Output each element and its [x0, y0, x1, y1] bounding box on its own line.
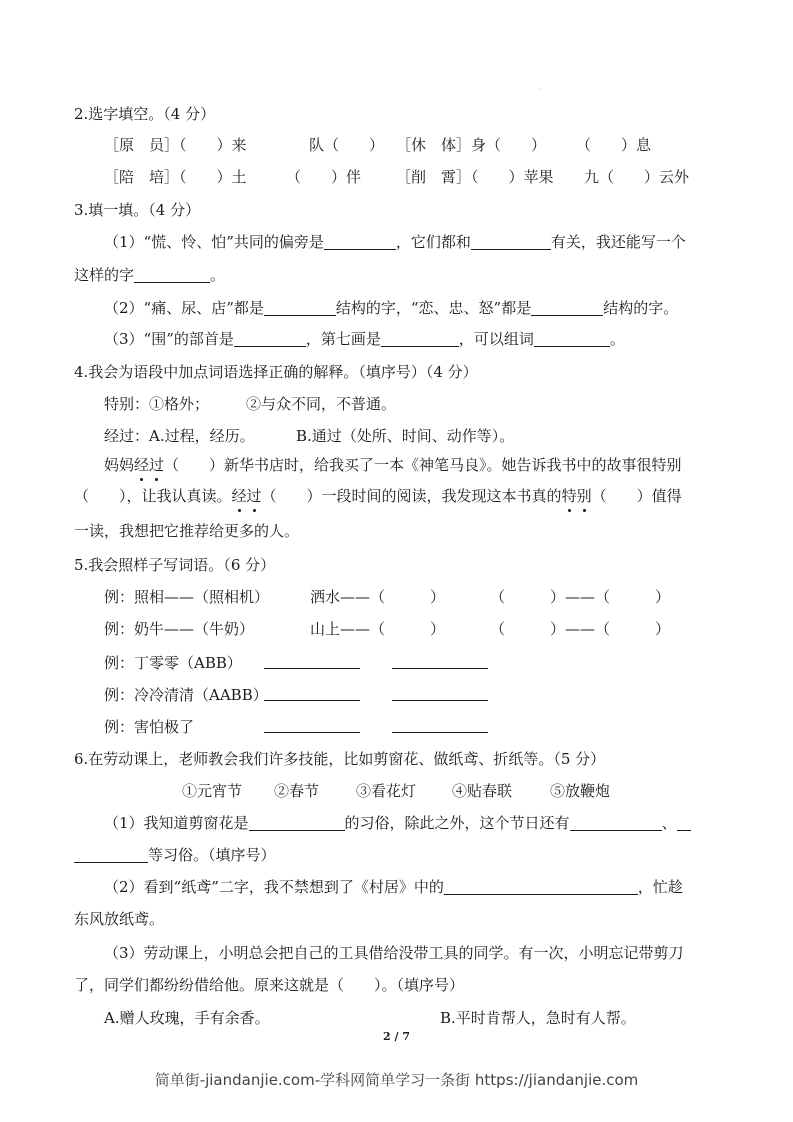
- answer-blank[interactable]: [324, 233, 396, 250]
- answer-blank[interactable]: [392, 716, 488, 733]
- q3-line-1: （1）“慌、怜、怕”共同的偏旁是 ，它们都和 有关，我还能写一个: [104, 233, 686, 251]
- answer-blank[interactable]: [531, 299, 603, 316]
- q4-passage-1: 妈妈经过（ ）新华书店时，给我买了一本《神笔马良》。她告诉我书中的故事很特别: [104, 456, 682, 474]
- q3-line-2: 这样的字 。: [74, 266, 226, 284]
- answer-blank[interactable]: [249, 814, 345, 831]
- q4-passage-3: 一读，我想把它推荐给更多的人。: [74, 522, 300, 540]
- q3-line-4: （3）“围”的部首是 ，第七画是 ，可以组词 。: [104, 330, 625, 348]
- site-footer: 简单街-jiandanjie.com-学科网简单学习一条街 https://jiandanjie.com: [154, 1071, 639, 1089]
- q6-sentence-2-cont: 东风放纸鸢。: [74, 910, 165, 928]
- page-number: 2 / 7: [383, 1030, 410, 1043]
- answer-blank[interactable]: [74, 846, 148, 863]
- answer-blank[interactable]: [264, 716, 360, 733]
- q4-passage-2: （ ），让我认真读。经过（ ）一段时间的阅读，我发现这本书真的特别（ ）值得: [74, 487, 682, 505]
- q6-sentence-1: （1）我知道剪窗花是 的习俗，除此之外，这个节日还有 、: [104, 812, 733, 834]
- q6-sentence-3: （3）劳动课上，小明总会把自己的工具借给没带工具的同学。有一次，小明忘记带剪刀: [104, 944, 684, 962]
- q6-title: 6.在劳动课上，老师教会我们许多技能，比如剪窗花、做纸鸢、折纸等。（5 分）: [74, 750, 606, 768]
- q4-title: 4.我会为语段中加点词语选择正确的解释。（填序号）（4 分）: [74, 363, 478, 381]
- answer-blank[interactable]: [134, 266, 210, 283]
- answer-blank[interactable]: [570, 814, 662, 831]
- answer-blank[interactable]: [264, 299, 336, 316]
- answer-blank[interactable]: [677, 814, 691, 831]
- q6-sentence-3-cont: 了，同学们都纷纷借给他。原来这就是（ ）。（填序号）: [74, 976, 465, 994]
- q3-line-3: （2）“痛、尿、店”都是 结构的字，“恋、忠、怒”都是 结构的字。: [104, 299, 679, 317]
- q5-title: 5.我会照样子写词语。（6 分）: [74, 556, 276, 574]
- answer-blank[interactable]: [264, 684, 360, 701]
- q3-title: 3.填一填。（4 分）: [74, 201, 201, 219]
- q6-sentence-1-cont: 等习俗。（填序号）: [74, 844, 725, 866]
- answer-blank[interactable]: [471, 233, 551, 250]
- answer-blank[interactable]: [381, 330, 459, 347]
- answer-blank[interactable]: [234, 330, 306, 347]
- answer-blank[interactable]: [392, 652, 488, 669]
- worksheet-page: . 2.选字填空。（4 分） ［原 员］（ ）来 队（ ） ［休 体］身（ ） （ ）息 ［陪 培］（ ）土 （ ）伴 ［削 霄］（ ）苹果 九（ ）云外 3.填一填。（4 分） （1）“慌、怜、怕”共同的偏旁是 ，它们都和 有关，我还能写一个 这样的字 。 （2）“痛、尿、店”都是 结构的字，“恋、忠、怒”都是 结构的字。 （3）“围”的部首是 ，第七画是 ，可以组词 。 4.我会为语段中加点词语选择正确的解释。（填序号）（4 分） 特别：①格外； ②与众不同，不普通。 经过：A.过程，经历。 B.通过（处所、时间、动作等）。 妈妈经过（ ）新华书店时，给我买了一本《神笔马良》。她告诉我书中的故事很特别 （ ），让我认真读。经过（ ）一段时间的阅读，我发现这本书真的特别（ ）值得 一读，我想把它推荐给更多的人。 5.我会照样子写词语。（6 分） 例：照相——（照相机） 洒水——（ ） （ ）——（ ） 例：奶牛——（牛奶） 山上——（ ） （ ）——（ ） 例：丁零零（ABB） 例：冷冷清清（AABB） 例：害怕极了 6.在劳动课上，老师教会我们许多技能，比如剪窗花、做纸鸢、折纸等。（5 分） ①元宵节 ②春节 ③看花灯 ④贴春联 ⑤放鞭炮 （1）我知道剪窗花是 的习俗，除此之外，这个节日还有 、 等习俗。（填序号） （2）看到“纸鸢”二字，我不禁想到了《村居》中的 ，忙趁 东风放纸鸢。 （3）劳动课上，小明总会把自己的工具借给没带工具的同学。有一次，小明忘记带剪刀 了，同学们都纷纷借给他。原来这就是（ ）。（填序号） A.赠人玫瑰，手有余香。 B.平时肯帮人，急时有人帮。 2 / 7 简单街-jiandanjie.com-学科网简单学习一条街 https://jiandanjie.com: [0, 0, 793, 1122]
- answer-blank[interactable]: [444, 878, 638, 895]
- answer-blank[interactable]: [392, 684, 488, 701]
- q6-sentence-2: （2）看到“纸鸢”二字，我不禁想到了《村居》中的 ，忙趁: [104, 878, 683, 896]
- scan-mark: .: [538, 84, 540, 91]
- q2-title: 2.选字填空。（4 分）: [74, 105, 216, 123]
- answer-blank[interactable]: [264, 652, 360, 669]
- answer-blank[interactable]: [534, 330, 610, 347]
